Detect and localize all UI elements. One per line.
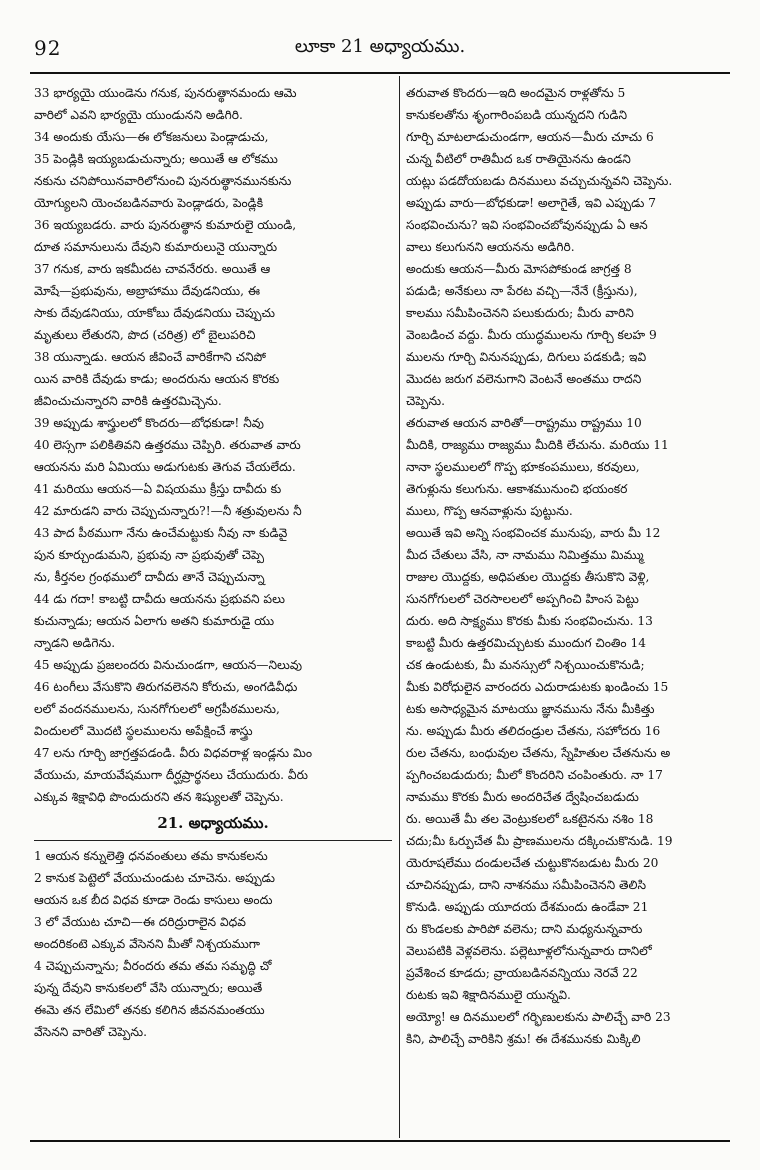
text-line: నకును చనిపోయినవారిలోనుంచి పునరుత్థానమునకును	[34, 174, 292, 188]
text-line: మీద చేతులు వేసి, నా నామము నిమిత్తము మిమ్ము	[406, 548, 644, 562]
text-line: రు కొండలకు పారిపో వలెను; దాని మధ్యనున్నవారు	[406, 922, 643, 936]
text-line: 40 లెస్సగా పలికితివని ఉత్తరము చెప్పిరి. తరువాత వారు	[34, 438, 301, 452]
text-line: గూర్చి మాటలాడుచుండగా, ఆయన—మీరు చూచు 6	[406, 130, 654, 144]
text-line: యెరూషలేము దండులచేత చుట్టుకొనబడుట మీరు 20	[406, 856, 659, 870]
text-line: చూచినప్పుడు, దాని నాశనము సమీపించెనని తెలిసి	[406, 878, 646, 892]
text-line: 36 ఇయ్యబడరు. వారు పునరుత్థాన కుమారులై యుండి,	[34, 218, 297, 232]
text-line: వేసెనని వారితో చెప్పెను.	[34, 1025, 147, 1039]
text-line: కుచున్నాడు; ఆయన ఏలాగు అతని కుమారుడై యు	[34, 614, 275, 628]
text-line: 38 యున్నాడు. ఆయన జీవించే వారికేగాని చనిపో	[34, 350, 266, 364]
text-line: 2 కానుక పెట్టెలో వేయుచుండుట చూచెను. అప్పుడు	[34, 871, 275, 885]
text-line: రు. అయితే మీ తల వెంట్రుకలలో ఒకటైనను నశిం 18	[406, 812, 654, 826]
text-line: పున కూర్చుండుమని, ప్రభువు నా ప్రభువుతో చెప్పె	[34, 548, 265, 562]
text-line: 47 లను గూర్చి జాగ్రత్తపడండి. వీరు విధవరాళ్ల ఇండ్లను మిం	[34, 746, 313, 760]
text-line: 3 లో వేయుట చూచి—ఈ దరిద్రురాలైన విధవ	[34, 915, 246, 929]
text-line: దురు. అది సాక్ష్యము కొరకు మీకు సంభవించును. 13	[406, 614, 653, 628]
text-line: నానా స్థలములలో గొప్ప భూకంపములు, కరవులు,	[406, 460, 640, 474]
text-line: ను. అప్పుడు మీరు తలిదండ్రుల చేతను, సహోదరు 16	[406, 724, 661, 738]
text-line: అందరికంటె ఎక్కువ వేసెనని మీతో నిశ్చయముగా	[34, 937, 261, 951]
header-rule	[30, 72, 730, 74]
text-line: మృతులు లేతురని, పొద (చరిత్ర) లో బైలుపరిచి	[34, 328, 256, 342]
text-line: వేయుచు, మాయవేషముగా దీర్ఘప్రార్థనలు చేయుదురు. వీరు	[34, 768, 309, 782]
text-line: 46 టంగీలు వేసుకొని తిరుగవలెనని కోరుచు, అంగడివీధు	[34, 680, 298, 694]
text-line: ఆయనను మరి ఏమియు అడుగుటకు తెగువ చేయలేదు.	[34, 460, 296, 474]
text-line: చున్న వీటిలో రాతిమీద ఒక రాతియైనను ఉండని	[406, 152, 631, 166]
text-line: ఈమె తన లేమిలో తనకు కలిగిన జీవనమంతయు	[34, 1003, 265, 1017]
chapter-rule	[34, 840, 392, 841]
text-line: సంభవించును? ఇవి సంభవించబోవునప్పుడు ఏ ఆన	[406, 218, 648, 232]
text-line: కానుకలతోను శృంగారింపబడి యున్నదని గుడిని	[406, 108, 628, 122]
text-line: దూత సమానులును దేవుని కుమారులునై యున్నారు	[34, 240, 278, 254]
text-line: ఎక్కువ శిక్షావిధి పొందుదురని తన శిష్యులతో చెప్పెను.	[34, 790, 284, 804]
text-line: వాలు కలుగునని ఆయనను అడిగిరి.	[406, 240, 575, 254]
left-text-block	[34, 82, 392, 808]
text-line: కాలము సమీపించెనని పలుకుదురు; మీరు వారిని	[406, 306, 634, 320]
text-line: కిని, పాలిచ్చే వారికిని శ్రమ! ఈ దేశమునకు మిక్కిలి	[406, 1032, 641, 1046]
text-line: టకు అసాధ్యమైన మాటయు జ్ఞానమును నేను మీకిత్తు	[406, 702, 655, 716]
text-line: విందులలో మొదటి స్థలములను అపేక్షించే శాస్త్రు	[34, 724, 253, 738]
text-line: 45 అప్పుడు ప్రజలందరు వినుచుండగా, ఆయన—నిలువు	[34, 658, 303, 672]
left-column	[34, 82, 392, 1136]
text-line: 37 గనుక, వారు ఇకమీదట చావనేరరు. అయితే ఆ	[34, 262, 271, 276]
text-line: వెలుపటికి వెళ్లవలెను. పల్లెటూళ్లలోనున్నవారు దానిలో	[406, 944, 652, 958]
text-line: కాబట్టి మీరు ఉత్తరమిచ్చుటకు ముందుగ చింతిం 14	[406, 636, 646, 650]
text-line: యిన వారికి దేవుడు కాడు; అందరును ఆయన కొరకు	[34, 372, 280, 386]
page-number: 92	[34, 36, 62, 60]
text-line: అయ్యో! ఆ దినములలో గర్భిణులకును పాలిచ్చే వారి 23	[406, 1010, 671, 1024]
text-line: సునగోగులలో చెరసాలలలో అప్పగించి హింస పెట్టు	[406, 592, 639, 606]
text-line: అప్పుడు వారు—బోధకుడా! అలాగైతే, ఇవి ఎప్పుడు 7	[406, 196, 656, 210]
text-line: 4 చెప్పుచున్నాను; వీరందరు తమ తమ సమృద్ధి చో	[34, 959, 272, 973]
text-line: 39 అప్పుడు శాస్త్రులలో కొందరు—బోధకుడా! నీవు	[34, 416, 264, 430]
text-line: 35 పెండ్లికి ఇయ్యబడుచున్నారు; అయితే ఆ లోకము	[34, 152, 278, 166]
footer-rule	[30, 1140, 730, 1142]
right-text-block	[406, 82, 726, 1050]
text-line: ఆయన ఒక బీద విధవ కూడా రెండు కాసులు అందు	[34, 893, 273, 907]
page-header	[30, 30, 730, 66]
text-line: సాకు దేవుడనియు, యాకోబు దేవుడనియు చెప్పుచు	[34, 306, 275, 320]
chapter-heading: 21. అధ్యాయము.	[157, 814, 269, 832]
text-line: 34 అందుకు యేసు—ఈ లోకజనులు పెండ్లాడుచు,	[34, 130, 269, 144]
text-line: న్నాడని అడిగెను.	[34, 636, 116, 650]
text-line: ను, కీర్తనల గ్రంథములో దావీదు తానే చెప్పుచున్నా	[34, 570, 265, 584]
text-line: 43 పాద పీఠముగా నేను ఉంచేమట్టుకు నీవు నా కుడివై	[34, 526, 288, 540]
running-title: లూకా 21 అధ్యాయము.	[294, 36, 466, 57]
text-line: లలో వందనములను, సునగోగులలో అగ్రపీఠములను,	[34, 702, 280, 716]
text-line: తెగుళ్లును కలుగును. ఆకాశమునుంచి భయంకర	[406, 482, 628, 496]
text-line: యోగ్యులని యెంచబడినవారు పెండ్లాడరు, పెండ్లికి	[34, 196, 264, 210]
text-line: రాజుల యొద్దకు, అధిపతుల యొద్దకు తీసుకొని వెళ్లి,	[406, 570, 650, 584]
text-line: తరువాత కొందరు—ఇది అందమైన రాళ్లతోను 5	[406, 86, 626, 100]
text-line: జీవించుచున్నారని వారికి ఉత్తరమిచ్చెను.	[34, 394, 222, 408]
text-line: మోషే—ప్రభువును, అబ్రాహాము దేవుడనియు, ఈ	[34, 284, 260, 298]
text-line: 1 ఆయన కన్నులెత్తి ధనవంతులు తమ కానుకలను	[34, 849, 268, 863]
text-line: మొదట జరుగ వలెనుగాని వెంటనే అంతము రాదని	[406, 372, 642, 386]
text-line: అయితే ఇవి అన్ని సంభవించక మునుపు, వారు మీ 12	[406, 526, 661, 540]
right-column	[406, 82, 726, 1136]
text-line: 44 డు గదా! కాబట్టి దావీదు ఆయనను ప్రభువని పలు	[34, 592, 285, 606]
text-line: చెప్పెను.	[406, 394, 445, 408]
text-line: అందుకు ఆయన—మీరు మోసపోకుండ జాగ్రత్త 8	[406, 262, 632, 276]
text-line: ప్పగించబడుదురు; మీలో కొందరిని చంపింతురు. నా 17	[406, 768, 663, 782]
column-divider	[399, 76, 400, 1138]
text-line: కొనుడి. అప్పుడు యూదయ దేశమందు ఉండేవా 21	[406, 900, 649, 914]
left-text-block-after	[34, 845, 392, 1043]
text-line: ములను గూర్చి వినునప్పుడు, దిగులు పడకుడి; ఇవి	[406, 350, 647, 364]
text-line: పడుడి; అనేకులు నా పేరట వచ్చి—నేనే (క్రీస్తును),	[406, 284, 638, 298]
text-line: ప్రవేశించ కూడదు; వ్రాయబడినవన్నియు నెరవే 22	[406, 966, 638, 980]
text-line: పున్న దేవుని కానుకలలో వేసి యున్నారు; అయితే	[34, 981, 263, 995]
text-line: 41 మరియు ఆయన—ఏ విషయము క్రీస్తు దావీదు కు	[34, 482, 282, 496]
text-line: వారిలో ఎవని భార్యయై యుండునని అడిగిరి.	[34, 108, 243, 122]
text-line: చదు;మీ ఓర్పుచేత మీ ప్రాణములను దక్కించుకొనుడి. 19	[406, 834, 673, 848]
text-line: మీకు విరోధులైన వారందరు ఎదురాడుటకు ఖండించు 15	[406, 680, 669, 694]
text-line: ములు, గొప్ప ఆనవాళ్లును పుట్టును.	[406, 504, 573, 518]
text-line: మీదికి, రాజ్యము రాజ్యము మీదికి లేచును. మరియు 11	[406, 438, 669, 452]
text-line: చక ఉండుటకు, మీ మనస్సులో నిశ్చయించుకొనుడి;	[406, 658, 645, 672]
text-line: రుటకు ఇవి శిక్షాదినములై యున్నవి.	[406, 988, 571, 1002]
text-line: 42 మారుడని వారు చెప్పుచున్నారు?!—నీ శత్రువులను నీ	[34, 504, 302, 518]
text-line: యట్లు పడదోయబడు దినములు వచ్చుచున్నవని చెప్పెను.	[406, 174, 673, 188]
text-line: నామము కొరకు మీరు అందరిచేత ద్వేషించబడుదు	[406, 790, 639, 804]
text-line: తరువాత ఆయన వారితో—రాష్ట్రము రాష్ట్రము 10	[406, 416, 642, 430]
text-line: వెంబడించ వద్దు. మీరు యుద్ధములను గూర్చి కలహ 9	[406, 328, 657, 342]
text-line: 33 భార్యయై యుండెను గనుక, పునరుత్థానమందు ఆమె	[34, 86, 297, 100]
text-line: రుల చేతను, బంధువుల చేతను, స్నేహితుల చేతనును అ	[406, 746, 671, 760]
